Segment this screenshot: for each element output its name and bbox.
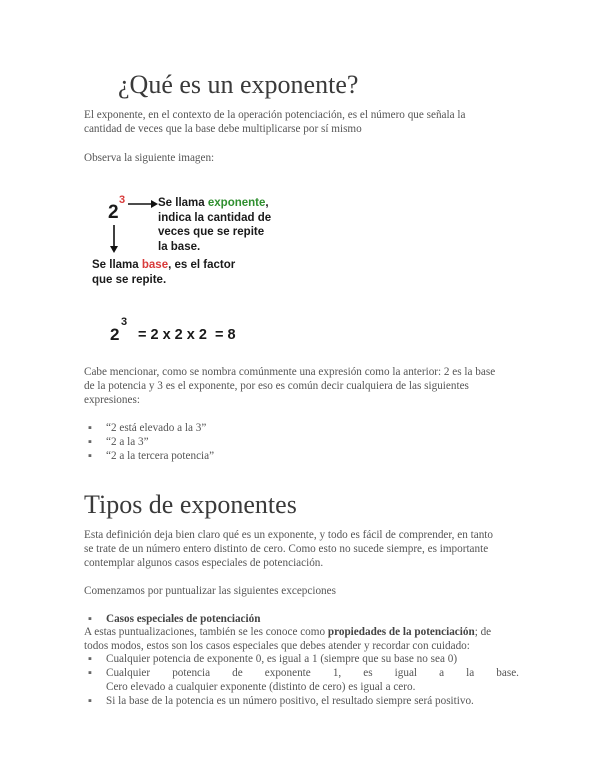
exp-line-2: indica la cantidad de — [158, 211, 272, 224]
expression-3: “2 a la tercera potencia” — [106, 450, 215, 462]
exponent-description — [158, 196, 271, 254]
case-1: Cualquier potencia de exponente 0, es igual a 1 (siempre que su base no sea 0) — [106, 653, 458, 665]
mention-line-2: de la potencia y 3 es el exponente, por eso es común decir cualquiera de las siguientes — [84, 380, 469, 392]
case-2-word: de — [232, 667, 243, 679]
exponent-word: exponente — [207, 197, 266, 209]
base-text-a: Se llama — [92, 259, 142, 271]
equation-exponent: 3 — [121, 316, 128, 328]
figure-base: 2 — [108, 202, 119, 223]
case-2-word: a — [439, 667, 445, 679]
exceptions-intro: Comenzamos por puntualizar las siguientes excepciones — [84, 585, 336, 597]
list-item — [88, 652, 457, 666]
bullet-icon: ▪ — [88, 653, 92, 665]
exponent-figure — [84, 188, 272, 288]
list-item — [88, 435, 149, 449]
bullet-icon: ▪ — [88, 613, 92, 625]
base-description — [92, 258, 235, 287]
mention-line-1: Cabe mencionar, como se nombra comúnmente una expresión como la anterior: 2 es la base — [84, 366, 496, 378]
case-3: Si la base de la potencia es un número positivo, el resultado siempre será positivo. — [106, 695, 474, 707]
case-2-word: igual — [394, 667, 418, 679]
case-2-line-1 — [106, 666, 519, 680]
equation-base: 2 — [110, 325, 120, 344]
special-text-a: A estas puntualizaciones, también se les conoce como — [84, 626, 328, 638]
definition-line-3: contemplar algunos casos especiales de potenciación. — [84, 557, 324, 569]
bullet-icon: ▪ — [88, 436, 92, 448]
down-arrow-icon — [110, 225, 120, 253]
special-cases-heading — [88, 612, 260, 626]
observe-text: Observa la siguiente imagen: — [84, 152, 215, 164]
case-2-line-2: Cero elevado a cualquier exponente (distinto de cero) es igual a cero. — [106, 681, 416, 693]
base-text-b: , es el factor — [168, 259, 236, 271]
list-item — [88, 421, 206, 435]
special-line-2: todos modos, estos son los casos especiales que debes atender y recordar con cuidado: — [84, 640, 470, 652]
bullet-icon: ▪ — [88, 695, 92, 707]
case-2-word: la — [466, 667, 475, 679]
base-word: base — [141, 259, 169, 271]
special-cases-title: Casos especiales de potenciación — [106, 613, 261, 625]
case-2-word: 1, — [332, 667, 342, 679]
expression-1: “2 está elevado a la 3” — [106, 422, 207, 434]
exp-line-3: veces que se repite — [158, 226, 265, 238]
case-2-word: es — [363, 667, 373, 679]
special-line-1 — [84, 625, 491, 639]
special-text-b: ; de — [474, 626, 492, 638]
bullet-icon: ▪ — [88, 450, 92, 462]
case-2-word: potencia — [172, 667, 211, 679]
mention-line-3: expresiones: — [84, 394, 140, 406]
heading-exponent: ¿Qué es un exponente? — [118, 70, 359, 99]
exp-text-b: , — [265, 197, 269, 209]
intro-line-2: cantidad de veces que la base debe multiplicarse por sí mismo — [84, 123, 362, 135]
right-arrow-icon — [128, 200, 158, 210]
definition-line-1: Esta definición deja bien claro qué es un exponente, y todo es fácil de comprender, en tanto — [84, 529, 493, 541]
expression-2: “2 a la 3” — [106, 436, 149, 448]
base-line-2: que se repite. — [92, 273, 167, 286]
bullet-icon: ▪ — [88, 422, 92, 434]
list-item — [88, 694, 474, 708]
heading-types: Tipos de exponentes — [84, 490, 297, 519]
bullet-icon: ▪ — [88, 667, 92, 679]
case-2-word: Cualquier — [106, 667, 151, 679]
case-2-word: base. — [496, 667, 519, 679]
list-item — [88, 449, 214, 463]
exp-text-a: Se llama — [158, 197, 208, 209]
equation-expansion: = 2 x 2 x 2 = 8 — [138, 327, 236, 343]
figure-exponent: 3 — [119, 194, 126, 206]
intro-line-1: El exponente, en el contexto de la operación potenciación, es el número que señala la — [84, 109, 466, 121]
properties-term: propiedades de la potenciación — [327, 626, 475, 638]
case-2-word: exponente — [264, 667, 311, 679]
definition-line-2: se trate de un número entero distinto de cero. Como esto no sucede siempre, es importante — [84, 543, 489, 555]
exp-line-4: la base. — [158, 240, 201, 253]
